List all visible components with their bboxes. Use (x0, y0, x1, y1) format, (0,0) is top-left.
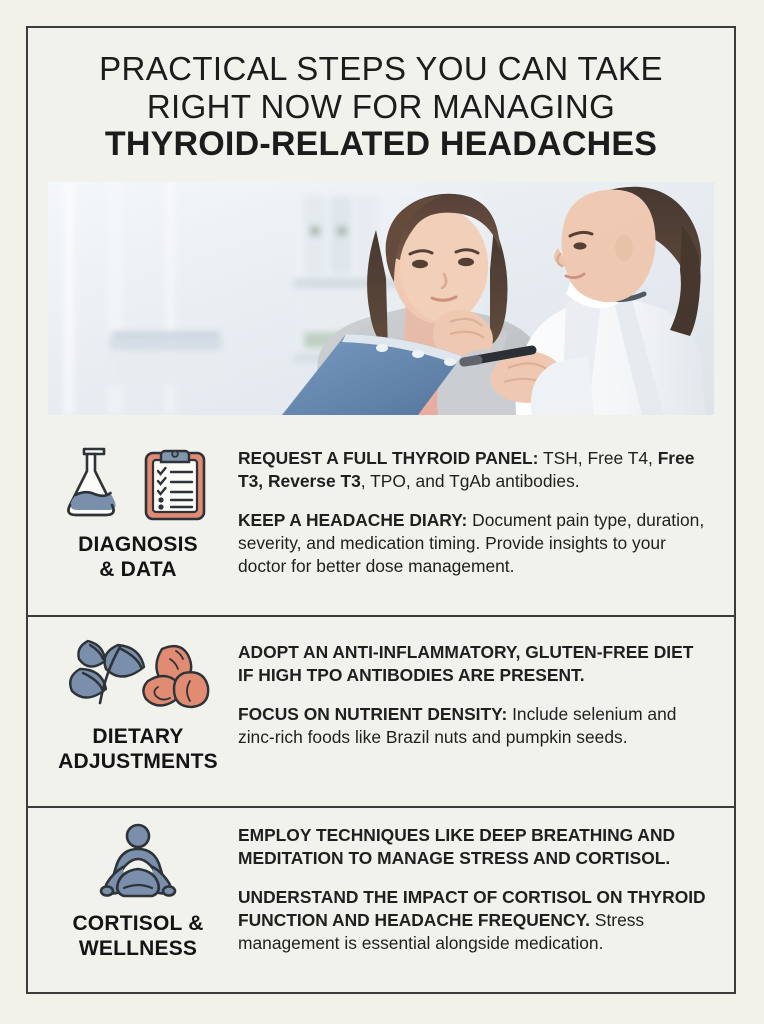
cortisol-icon-art (83, 822, 193, 902)
section-dietary-label-line1: DIETARY (92, 724, 184, 748)
section-cortisol-text (238, 820, 716, 955)
section-diagnosis-label-line1: DIAGNOSIS (78, 532, 198, 556)
diagnosis-p2-body: Document pain type, duration, severity, and medication timing. Provide insights to your doctor for better dose management. (238, 509, 705, 576)
section-diagnosis-label (78, 533, 198, 583)
dietary-p2-body: Include selenium and zinc-rich foods like Brazil nuts and pumpkin seeds. (238, 703, 677, 747)
cortisol-paragraph-2 (238, 886, 712, 955)
diagnosis-p1-lead: REQUEST A FULL THYROID PANEL: (238, 447, 539, 468)
section-diagnosis-label-line2: & DATA (99, 557, 177, 581)
meditation-figure-icon (101, 825, 175, 896)
dietary-p1-lead: ADOPT AN ANTI-INFLAMMATORY, GLUTEN-FREE DIET IF HIGH TPO ANTIBODIES ARE PRESENT. (238, 641, 694, 685)
nuts-icon (143, 646, 208, 707)
poster-header (28, 28, 734, 172)
section-diagnosis (28, 425, 734, 615)
section-dietary-icon-column (38, 629, 238, 775)
section-dietary-label-line2: ADJUSTMENTS (58, 749, 218, 773)
title-line-3: THYROID-RELATED HEADACHES (104, 125, 658, 164)
section-diagnosis-text (238, 437, 716, 578)
diagnosis-icons-art (58, 443, 218, 523)
diagnosis-paragraph-2 (238, 509, 712, 578)
diagnosis-icon-group (58, 443, 218, 523)
leaves-icon (70, 641, 144, 703)
diagnosis-paragraph-1 (238, 447, 712, 493)
section-dietary-label (58, 725, 218, 775)
section-diagnosis-icon-column (38, 437, 238, 583)
cortisol-p2-body: Stress management is essential alongside medication. (238, 909, 645, 953)
hero-photo-container (28, 172, 734, 415)
diagnosis-p1-lead2: Free T3, Reverse T3 (238, 447, 695, 491)
title-line-1: PRACTICAL STEPS YOU CAN TAKE (99, 50, 663, 87)
infographic-poster (26, 26, 736, 994)
dietary-p2-lead: FOCUS ON NUTRIENT DENSITY: (238, 703, 508, 724)
section-cortisol-label-line1: CORTISOL & (72, 911, 204, 935)
cortisol-paragraph-1 (238, 824, 712, 870)
cortisol-icon-group (83, 822, 193, 902)
section-cortisol (28, 806, 734, 999)
clipboard-checklist-icon (146, 451, 204, 519)
dietary-icon-group (58, 635, 218, 715)
dietary-paragraph-2 (238, 703, 712, 749)
dietary-icons-art (58, 635, 218, 715)
section-cortisol-label-line2: WELLNESS (78, 936, 198, 960)
dietary-paragraph-1 (238, 641, 712, 687)
diagnosis-p1-body: TSH, Free T4, (538, 447, 658, 468)
content-sections (28, 415, 734, 999)
cortisol-p1-lead: EMPLOY TECHNIQUES LIKE DEEP BREATHING AND MEDITATION TO MANAGE STRESS AND CORTISOL. (238, 824, 676, 868)
diagnosis-p1-body2: , TPO, and TgAb antibodies. (360, 470, 580, 491)
section-cortisol-icon-column (38, 820, 238, 962)
title-line-2: RIGHT NOW FOR MANAGING (146, 87, 616, 125)
consultation-photo (48, 182, 714, 415)
section-dietary (28, 615, 734, 806)
section-cortisol-label (72, 912, 203, 962)
consultation-photo-art (48, 182, 714, 415)
diagnosis-p2-lead: KEEP A HEADACHE DIARY: (238, 509, 468, 530)
cortisol-p2-lead: UNDERSTAND THE IMPACT OF CORTISOL ON THYROID FUNCTION AND HEADACHE FREQUENCY. (238, 886, 706, 930)
flask-icon (68, 449, 115, 515)
section-dietary-text (238, 629, 716, 749)
